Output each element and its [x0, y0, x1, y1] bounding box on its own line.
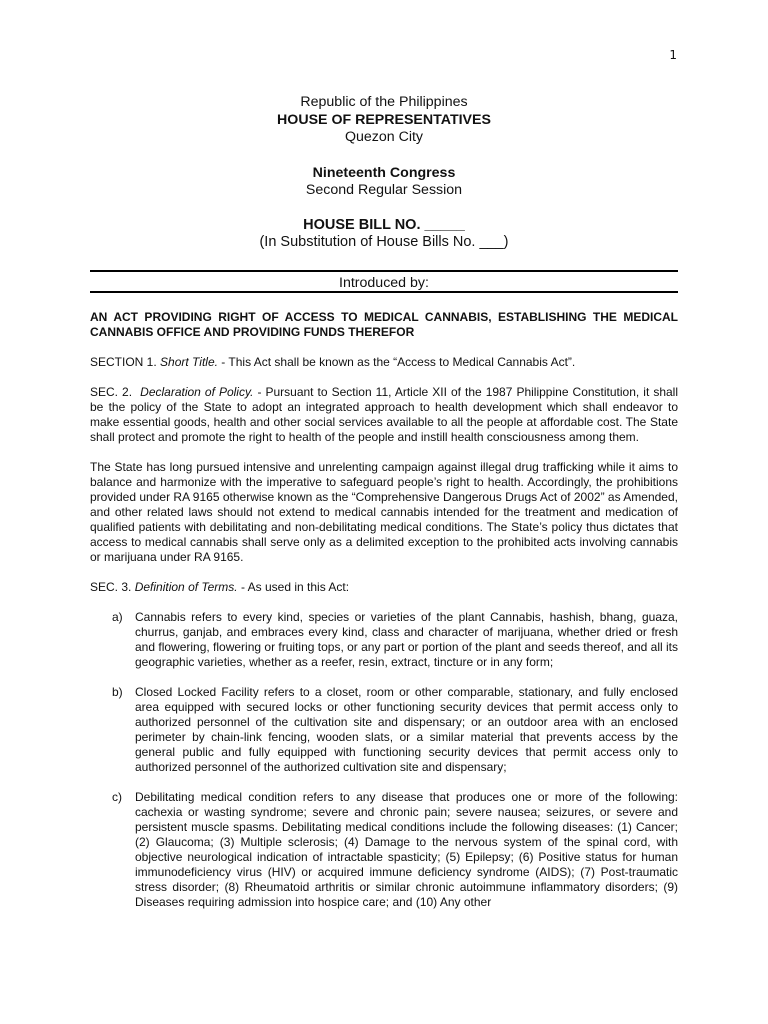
section-1 — [90, 355, 678, 370]
bill-body — [90, 310, 678, 925]
bill-number: HOUSE BILL NO. _____ — [303, 216, 465, 233]
definition-item — [90, 790, 678, 910]
section-2-label: SEC. 2. — [90, 385, 133, 399]
section-2 — [90, 385, 678, 445]
substitution-line: (In Substitution of House Bills No. ___) — [259, 234, 509, 250]
document-header — [90, 94, 678, 252]
definition-item — [90, 610, 678, 670]
definition-text: Cannabis refers to every kind, species or varieties of the plant Cannabis, hashish, bhang, guaza, churrus, ganjab, and embraces every kind, class and character of marijuana, whether dried or fresh and flowering, flowering or fruiting tops, or any part or portion of the plant and seeds thereof, and all its geographic varieties, whether as a reefer, resin, extract, tincture or in any form; — [135, 610, 678, 669]
definition-text: Closed Locked Facility refers to a closet, room or other comparable, stationary, and fully enclosed area equipped with secured locks or other functioning security devices that permit access only to authorized personnel of the cultivation site and dispensary; or an outdoor area with an enclosed perimeter by chain-link fencing, wooden slats, or a similar material that prevents access by the general public and fully equipped with functioning security devices that permit access only to authorized personnel of the authorized cultivation site and dispensary; — [135, 685, 678, 774]
section-3-text: - As used in this Act: — [240, 580, 350, 594]
house-line: HOUSE OF REPRESENTATIVES — [277, 111, 491, 128]
definition-item — [90, 685, 678, 775]
section-3-label: SEC. 3. — [90, 580, 132, 594]
section-2-heading: Declaration of Policy. — [140, 385, 254, 399]
definition-marker: b) — [112, 685, 123, 699]
definition-text: Debilitating medical condition refers to any disease that produces one or more of the following: cachexia or wasting syndrome; severe and chronic pain; severe nausea; seizures, or severe and persistent muscle spasms. Debilitating medical conditions include the following diseases: (1) Cancer; (2) Glaucoma; (3) Multiple sclerosis; (4) Damage to the nervous system of the spinal cord, with objective neurological indication of intractable spasticity; (5) Epilepsy; (6) Positive status for human immunodeficiency virus (HIV) or acquired immune deficiency syndrome (AIDS); (7) Post-traumatic stress disorder; (8) Rheumatoid arthritis or similar chronic autoimmune inflammatory disorders; (9) Diseases requiring admission into hospice care; and (10) Any other — [135, 790, 678, 909]
section-1-label: SECTION 1. — [90, 355, 157, 369]
section-1-text: - This Act shall be known as the “Access to Medical Cannabis Act”. — [221, 355, 576, 369]
definition-marker: a) — [112, 610, 123, 624]
bottom-rule — [90, 291, 678, 293]
section-2-paragraph-2: The State has long pursued intensive and unrelenting campaign against illegal drug trafficking while it aims to balance and harmonize with the imperative to safeguard people’s right to health. Accordingly, the prohibitions provided under RA 9165 otherwise known as the “Comprehensive Dangerous Drugs Act of 2002” as Amended, and other related laws should not extend to medical cannabis intended for the treatment and medication of qualified patients with debilitating and non-debilitating medical conditions. The State’s policy thus dictates that access to medical cannabis shall serve only as a delimited exception to the prohibited acts involving cannabis or marijuana under RA 9165. — [90, 460, 678, 564]
section-1-heading: Short Title. — [160, 355, 218, 369]
republic-line: Republic of the Philippines — [300, 94, 468, 110]
top-rule — [90, 270, 678, 272]
session-line: Second Regular Session — [305, 182, 463, 198]
section-3 — [90, 580, 678, 595]
page-number: 1 — [669, 48, 677, 62]
city-line: Quezon City — [344, 129, 424, 145]
definitions-list — [90, 610, 678, 910]
act-title: AN ACT PROVIDING RIGHT OF ACCESS TO MEDICAL CANNABIS, ESTABLISHING THE MEDICAL CANNABIS OFFICE AND PROVIDING FUNDS THEREFOR — [90, 310, 678, 339]
congress-line: Nineteenth Congress — [312, 164, 456, 181]
introduced-by: Introduced by: — [339, 275, 429, 291]
section-3-heading: Definition of Terms. — [134, 580, 238, 594]
section-2-text: - Pursuant to Section 11, Article XII of the 1987 Philippine Constitution, it shall be the policy of the State to adopt an integrated approach to health development which shall endeavor to make essential goods, health and other social services available to all the people at affordable cost. The State shall protect and promote the right to health of the people and instill health consciousness among them. — [90, 385, 678, 444]
definition-marker: c) — [112, 790, 122, 804]
